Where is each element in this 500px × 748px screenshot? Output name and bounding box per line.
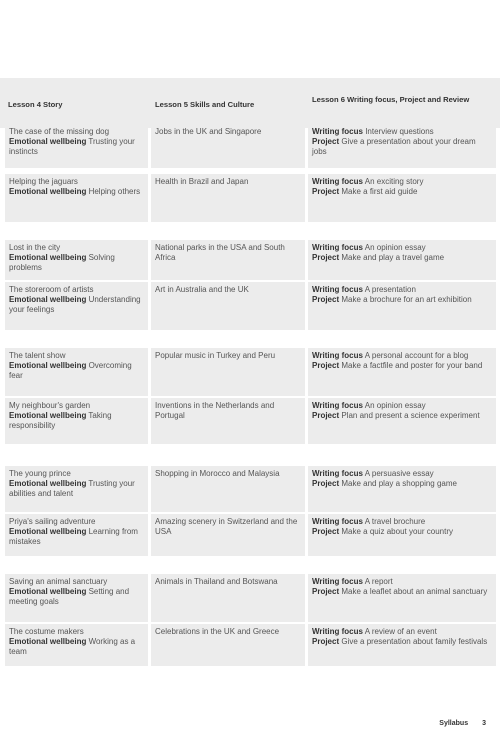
- writing-focus-label: Writing focus: [312, 243, 363, 252]
- table-row: [0, 466, 500, 512]
- story-cell: [5, 348, 148, 396]
- writing-project-cell: [308, 348, 496, 396]
- table-row: [0, 624, 500, 666]
- writing-focus-value: An exciting story: [364, 177, 424, 186]
- story-title: The case of the missing dog: [9, 127, 110, 136]
- wellbeing-value: Taking responsibility: [9, 411, 112, 430]
- project-value: Give a presentation about family festivals: [341, 637, 488, 646]
- culture-text: Popular music in Turkey and Peru: [155, 351, 276, 360]
- project-label: Project: [312, 587, 340, 596]
- project-value: Make a quiz about your country: [341, 527, 453, 536]
- project-value: Make a factfile and poster for your band: [341, 361, 483, 370]
- culture-text: Celebrations in the UK and Greece: [155, 627, 280, 636]
- wellbeing-value: Solving problems: [9, 253, 115, 272]
- culture-cell: [151, 348, 305, 396]
- writing-focus-label: Writing focus: [312, 469, 363, 478]
- wellbeing-label: Emotional wellbeing: [9, 253, 87, 262]
- writing-focus-value: A personal account for a blog: [364, 351, 469, 360]
- project-label: Project: [312, 137, 340, 146]
- header-lesson6: Lesson 6 Writing focus, Project and Review: [312, 95, 470, 104]
- culture-text: Amazing scenery in Switzerland and the USA: [155, 517, 298, 536]
- story-cell: [5, 174, 148, 222]
- writing-project-cell: [308, 282, 496, 330]
- writing-focus-label: Writing focus: [312, 177, 363, 186]
- writing-focus-value: A review of an event: [364, 627, 437, 636]
- story-cell: [5, 624, 148, 666]
- writing-focus-value: An opinion essay: [364, 243, 426, 252]
- writing-focus-label: Writing focus: [312, 285, 363, 294]
- wellbeing-label: Emotional wellbeing: [9, 411, 87, 420]
- culture-text: Health in Brazil and Japan: [155, 177, 249, 186]
- project-label: Project: [312, 637, 340, 646]
- culture-text: Inventions in the Netherlands and Portugal: [155, 401, 275, 420]
- writing-project-cell: [308, 466, 496, 512]
- writing-focus-label: Writing focus: [312, 401, 363, 410]
- culture-cell: [151, 574, 305, 622]
- page-footer: [0, 720, 500, 727]
- writing-project-cell: [308, 398, 496, 444]
- story-title: The storeroom of artists: [9, 285, 94, 294]
- project-value: Give a presentation about your dream jobs: [312, 137, 476, 156]
- project-label: Project: [312, 187, 340, 196]
- writing-focus-value: A report: [364, 577, 393, 586]
- project-value: Plan and present a science experiment: [341, 411, 480, 420]
- project-label: Project: [312, 253, 340, 262]
- project-value: Make and play a shopping game: [341, 479, 457, 488]
- writing-focus-label: Writing focus: [312, 627, 363, 636]
- wellbeing-value: Learning from mistakes: [9, 527, 138, 546]
- culture-cell: [151, 124, 305, 168]
- wellbeing-label: Emotional wellbeing: [9, 187, 87, 196]
- writing-focus-value: A persuasive essay: [364, 469, 434, 478]
- table-row: [0, 514, 500, 556]
- wellbeing-value: Overcoming fear: [9, 361, 132, 380]
- table-row: [0, 574, 500, 622]
- wellbeing-value: Trusting your abilities and talent: [9, 479, 135, 498]
- story-title: The young prince: [9, 469, 71, 478]
- culture-cell: [151, 240, 305, 280]
- culture-text: Jobs in the UK and Singapore: [155, 127, 262, 136]
- culture-cell: [151, 466, 305, 512]
- culture-cell: [151, 282, 305, 330]
- story-title: The costume makers: [9, 627, 84, 636]
- project-value: Make a brochure for an art exhibition: [341, 295, 472, 304]
- writing-focus-label: Writing focus: [312, 351, 363, 360]
- table-row: [0, 240, 500, 280]
- header-lesson5: Lesson 5 Skills and Culture: [155, 100, 255, 109]
- project-label: Project: [312, 411, 340, 420]
- writing-focus-label: Writing focus: [312, 127, 363, 136]
- wellbeing-label: Emotional wellbeing: [9, 587, 87, 596]
- table-row: [0, 282, 500, 330]
- table-row: [0, 348, 500, 396]
- project-label: Project: [312, 527, 340, 536]
- writing-project-cell: [308, 124, 496, 168]
- story-cell: [5, 466, 148, 512]
- header-lesson4: Lesson 4 Story: [8, 100, 63, 109]
- culture-text: National parks in the USA and South Africa: [155, 243, 285, 262]
- writing-project-cell: [308, 514, 496, 556]
- story-cell: [5, 398, 148, 444]
- project-value: Make a first aid guide: [341, 187, 418, 196]
- writing-focus-value: A presentation: [364, 285, 416, 294]
- story-cell: [5, 282, 148, 330]
- page-number: 3: [482, 720, 486, 727]
- story-cell: [5, 574, 148, 622]
- story-cell: [5, 124, 148, 168]
- story-title: Priya's sailing adventure: [9, 517, 96, 526]
- project-value: Make a leaflet about an animal sanctuary: [341, 587, 488, 596]
- writing-focus-value: An opinion essay: [364, 401, 426, 410]
- story-title: My neighbour's garden: [9, 401, 91, 410]
- culture-cell: [151, 514, 305, 556]
- culture-cell: [151, 624, 305, 666]
- story-title: Saving an animal sanctuary: [9, 577, 108, 586]
- culture-text: Animals in Thailand and Botswana: [155, 577, 278, 586]
- story-cell: [5, 514, 148, 556]
- wellbeing-label: Emotional wellbeing: [9, 637, 87, 646]
- culture-text: Art in Australia and the UK: [155, 285, 249, 294]
- culture-cell: [151, 398, 305, 444]
- wellbeing-label: Emotional wellbeing: [9, 361, 87, 370]
- writing-focus-value: Interview questions: [365, 127, 434, 136]
- wellbeing-label: Emotional wellbeing: [9, 295, 87, 304]
- wellbeing-value: Setting and meeting goals: [9, 587, 130, 606]
- culture-cell: [151, 174, 305, 222]
- story-title: Helping the jaguars: [9, 177, 78, 186]
- wellbeing-value: Understanding your feelings: [9, 295, 141, 314]
- wellbeing-label: Emotional wellbeing: [9, 527, 87, 536]
- table-row: [0, 124, 500, 168]
- project-value: Make and play a travel game: [341, 253, 445, 262]
- writing-focus-label: Writing focus: [312, 577, 363, 586]
- story-cell: [5, 240, 148, 280]
- culture-text: Shopping in Morocco and Malaysia: [155, 469, 280, 478]
- writing-project-cell: [308, 574, 496, 622]
- table-row: [0, 174, 500, 222]
- wellbeing-value: Helping others: [88, 187, 141, 196]
- wellbeing-value: Working as a team: [9, 637, 136, 656]
- table-row: [0, 398, 500, 444]
- project-label: Project: [312, 361, 340, 370]
- story-title: The talent show: [9, 351, 66, 360]
- project-label: Project: [312, 295, 340, 304]
- story-title: Lost in the city: [9, 243, 61, 252]
- project-label: Project: [312, 479, 340, 488]
- wellbeing-value: Trusting your instincts: [9, 137, 135, 156]
- writing-project-cell: [308, 240, 496, 280]
- wellbeing-label: Emotional wellbeing: [9, 479, 87, 488]
- footer-label: Syllabus: [439, 720, 469, 727]
- writing-project-cell: [308, 624, 496, 666]
- wellbeing-label: Emotional wellbeing: [9, 137, 87, 146]
- writing-project-cell: [308, 174, 496, 222]
- writing-focus-value: A travel brochure: [364, 517, 426, 526]
- writing-focus-label: Writing focus: [312, 517, 363, 526]
